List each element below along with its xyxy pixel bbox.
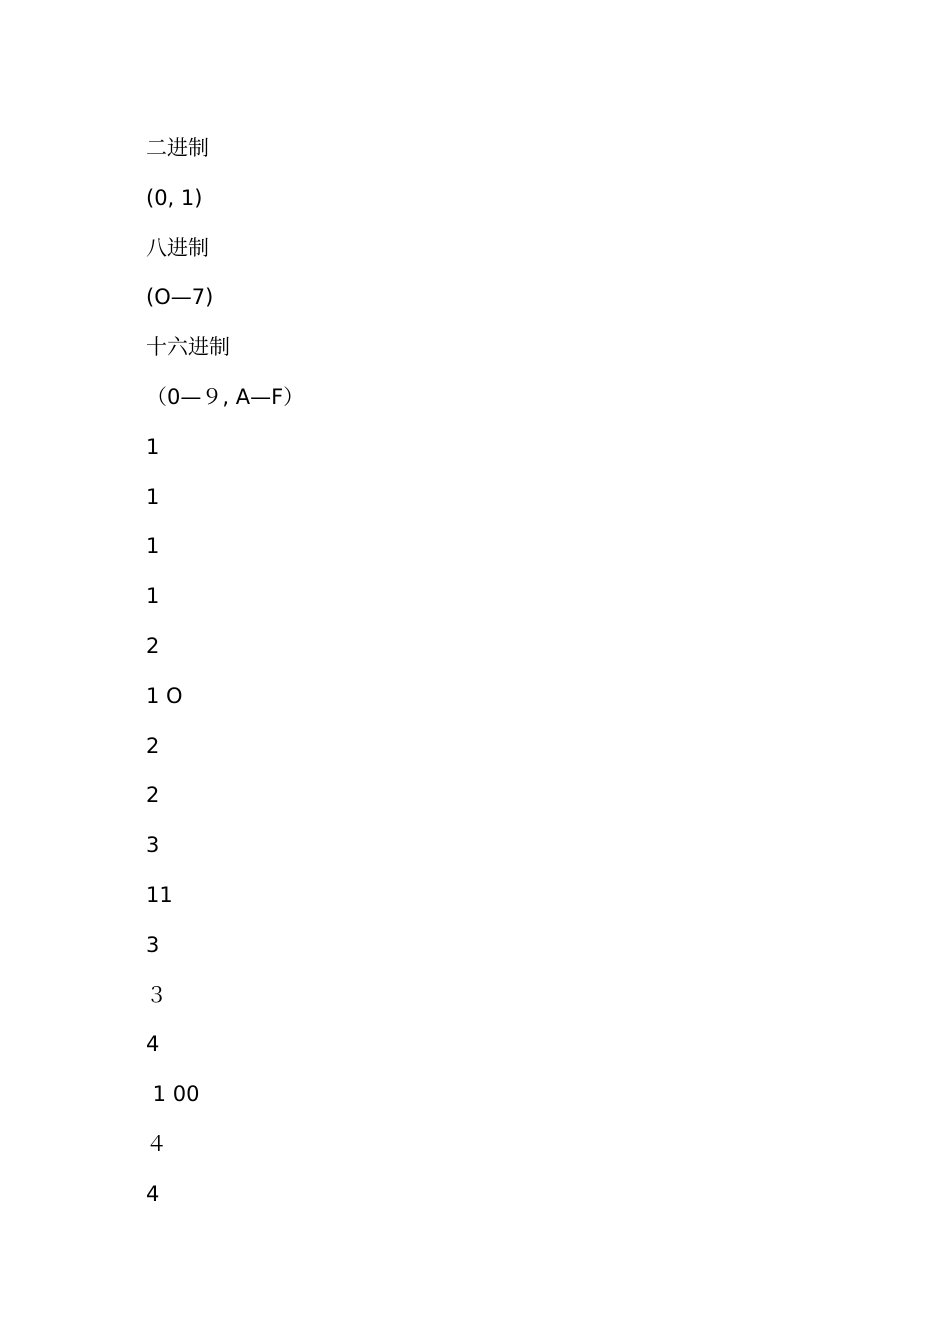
line-octal-range: (O—7)	[146, 285, 214, 310]
line-value: 2	[146, 733, 160, 758]
line-value: 1	[146, 484, 160, 509]
line-value: 3	[146, 833, 160, 858]
line-value: 2	[146, 633, 160, 658]
line-value: 3	[146, 932, 160, 957]
line-value: 1	[146, 434, 160, 459]
line-value: ４	[146, 1131, 167, 1156]
line-value: 4	[146, 1181, 160, 1206]
line-octal-heading: 八进制	[146, 235, 209, 260]
text-column	[146, 124, 846, 1220]
line-value: 4	[146, 1032, 160, 1057]
line-value: 1 00	[146, 1082, 200, 1107]
line-hex-heading: 十六进制	[146, 335, 230, 360]
line-value: 2	[146, 783, 160, 808]
line-hex-range: （0—９, A—F）	[146, 384, 305, 409]
line-binary-heading: 二进制	[146, 136, 209, 160]
line-value: ３	[146, 982, 167, 1007]
line-value: 1	[146, 534, 160, 559]
line-value: 1	[146, 584, 160, 609]
line-binary-range: (0, 1)	[146, 185, 203, 210]
line-value: 11	[146, 882, 173, 907]
line-value: 1 O	[146, 683, 183, 708]
